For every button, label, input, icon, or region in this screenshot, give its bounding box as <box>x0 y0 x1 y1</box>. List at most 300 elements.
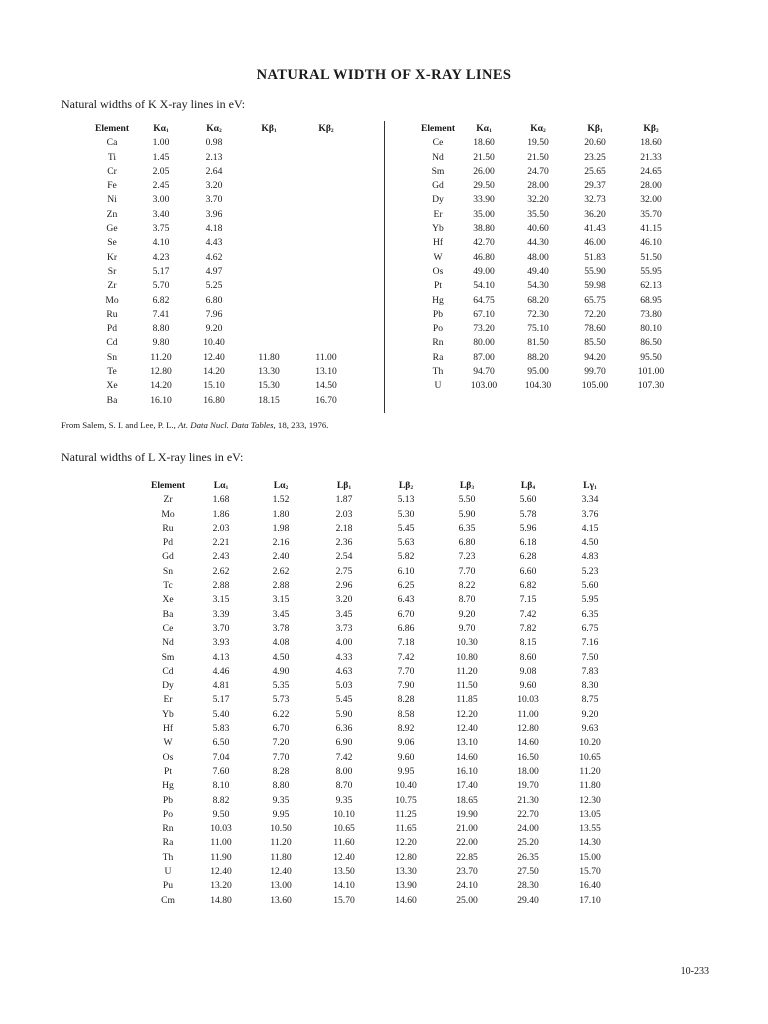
l-value-cell: 5.45 <box>397 522 415 534</box>
l-value-cell: 4.15 <box>581 522 599 534</box>
k-right-table-row <box>0 308 768 322</box>
k-right-element-cell: Hg <box>432 294 444 306</box>
l-value-cell: 2.03 <box>212 522 230 534</box>
k-right-header-row <box>0 122 768 136</box>
k-left-column-header: $K\alpha_2$ <box>206 123 222 134</box>
k-right-column-header: $K\alpha_2$ <box>530 123 546 134</box>
l-value-cell: 4.50 <box>581 537 599 549</box>
l-table-row <box>0 536 768 550</box>
k-left-column-header: $K\beta_1$ <box>261 123 277 134</box>
l-table-row <box>0 894 768 908</box>
l-value-cell: 4.90 <box>272 665 290 677</box>
l-value-cell: 10.40 <box>395 780 417 792</box>
l-table-row <box>0 636 768 650</box>
k-right-element-cell: Dy <box>432 194 444 206</box>
l-value-cell: 6.36 <box>335 723 353 735</box>
k-right-value-cell: 80.00 <box>473 337 495 349</box>
l-value-cell: 11.80 <box>579 780 601 792</box>
k-left-element-cell: Te <box>107 366 117 378</box>
l-table-row <box>0 693 768 707</box>
k-right-element-cell: Er <box>433 208 443 220</box>
l-column-header: $L\gamma_1$ <box>583 480 597 491</box>
l-table-row <box>0 550 768 564</box>
l-value-cell: 3.15 <box>272 594 290 606</box>
l-value-cell: 7.15 <box>519 594 537 606</box>
l-value-cell: 7.70 <box>397 665 415 677</box>
k-right-value-cell: 94.70 <box>473 366 495 378</box>
l-value-cell: 7.70 <box>458 565 476 577</box>
l-value-cell: 5.45 <box>335 694 353 706</box>
k-right-element-cell: Nd <box>432 151 444 163</box>
k-right-value-cell: 28.00 <box>527 180 549 192</box>
l-table-row <box>0 822 768 836</box>
k-right-value-cell: 99.70 <box>584 366 606 378</box>
l-value-cell: 4.33 <box>335 651 353 663</box>
k-right-value-cell: 80.10 <box>640 323 662 335</box>
k-left-value-cell: 15.10 <box>203 380 225 392</box>
l-value-cell: 13.60 <box>270 894 292 906</box>
k-right-table-row <box>0 351 768 365</box>
k-left-column-header: Element <box>94 123 130 134</box>
k-right-value-cell: 51.50 <box>640 251 662 263</box>
l-element-cell: W <box>163 737 173 749</box>
l-value-cell: 10.30 <box>456 637 478 649</box>
k-right-table-row <box>0 294 768 308</box>
l-value-cell: 24.00 <box>517 823 539 835</box>
k-right-value-cell: 24.70 <box>527 165 549 177</box>
l-value-cell: 24.10 <box>456 880 478 892</box>
k-right-value-cell: 40.60 <box>527 223 549 235</box>
l-value-cell: 8.70 <box>335 780 353 792</box>
l-value-cell: 25.20 <box>517 837 539 849</box>
l-value-cell: 10.03 <box>517 694 539 706</box>
l-value-cell: 11.65 <box>395 823 417 835</box>
l-value-cell: 3.78 <box>272 622 290 634</box>
k-right-value-cell: 54.10 <box>473 280 495 292</box>
k-left-value-cell: 1.45 <box>152 151 170 163</box>
l-value-cell: 2.75 <box>335 565 353 577</box>
k-right-element-cell: Os <box>432 265 444 277</box>
k-right-table-row <box>0 265 768 279</box>
k-right-element-cell: Pt <box>433 280 443 292</box>
k-left-table-row <box>0 394 384 408</box>
k-right-value-cell: 21.33 <box>640 151 662 163</box>
k-left-value-cell: 15.30 <box>258 380 280 392</box>
l-value-cell: 2.21 <box>212 537 230 549</box>
k-right-value-cell: 33.90 <box>473 194 495 206</box>
k-right-table-row <box>0 322 768 336</box>
l-value-cell: 3.93 <box>212 637 230 649</box>
k-right-element-cell: Pb <box>432 308 444 320</box>
l-element-cell: Pd <box>162 537 174 549</box>
l-value-cell: 8.80 <box>272 780 290 792</box>
k-right-element-cell: Sm <box>431 165 445 177</box>
l-value-cell: 7.42 <box>335 751 353 763</box>
l-element-cell: Xe <box>162 594 174 606</box>
l-value-cell: 11.20 <box>579 765 601 777</box>
l-value-cell: 1.98 <box>272 522 290 534</box>
l-table-row <box>0 708 768 722</box>
l-element-cell: Pt <box>163 765 173 777</box>
l-value-cell: 2.03 <box>335 508 353 520</box>
k-right-table-row <box>0 336 768 350</box>
l-value-cell: 8.00 <box>335 765 353 777</box>
l-value-cell: 6.35 <box>458 522 476 534</box>
l-value-cell: 13.05 <box>579 808 601 820</box>
l-value-cell: 10.75 <box>395 794 417 806</box>
l-value-cell: 3.73 <box>335 622 353 634</box>
l-value-cell: 6.90 <box>335 737 353 749</box>
l-table-row <box>0 765 768 779</box>
l-value-cell: 11.80 <box>270 851 292 863</box>
k-left-element-cell: Sn <box>106 351 118 363</box>
k-right-value-cell: 86.50 <box>640 337 662 349</box>
l-value-cell: 7.83 <box>581 665 599 677</box>
l-value-cell: 4.63 <box>335 665 353 677</box>
k-left-element-cell: Ba <box>106 394 118 406</box>
l-value-cell: 5.23 <box>581 565 599 577</box>
k-left-value-cell: 0.98 <box>205 137 223 149</box>
k-left-element-cell: Ru <box>106 308 118 320</box>
l-value-cell: 6.50 <box>212 737 230 749</box>
k-right-column-header: $K\alpha_1$ <box>476 123 492 134</box>
l-element-cell: Ce <box>162 622 174 634</box>
l-value-cell: 10.65 <box>579 751 601 763</box>
l-column-header: $L\beta_1$ <box>336 480 352 491</box>
l-value-cell: 22.00 <box>456 837 478 849</box>
l-value-cell: 5.60 <box>519 494 537 506</box>
k-right-value-cell: 68.20 <box>527 294 549 306</box>
k-right-element-cell: Po <box>432 323 444 335</box>
l-value-cell: 9.20 <box>581 708 599 720</box>
l-table-row <box>0 736 768 750</box>
l-value-cell: 3.39 <box>212 608 230 620</box>
k-left-value-cell: 4.97 <box>205 265 223 277</box>
l-value-cell: 6.75 <box>581 622 599 634</box>
k-right-value-cell: 68.95 <box>640 294 662 306</box>
l-element-cell: Zr <box>163 494 173 506</box>
k-right-value-cell: 73.20 <box>473 323 495 335</box>
l-value-cell: 9.95 <box>397 765 415 777</box>
l-value-cell: 5.35 <box>272 680 290 692</box>
l-value-cell: 6.28 <box>519 551 537 563</box>
l-table-row <box>0 622 768 636</box>
k-left-element-cell: Pd <box>106 323 118 335</box>
l-value-cell: 1.68 <box>212 494 230 506</box>
k-right-value-cell: 107.30 <box>637 380 665 392</box>
k-left-value-cell: 7.96 <box>205 308 223 320</box>
k-right-value-cell: 25.65 <box>584 165 606 177</box>
l-column-header: Element <box>150 480 186 491</box>
k-right-column-header: $K\beta_2$ <box>643 123 659 134</box>
l-value-cell: 5.63 <box>397 537 415 549</box>
k-right-value-cell: 48.00 <box>527 251 549 263</box>
k-left-value-cell: 13.10 <box>315 366 337 378</box>
l-value-cell: 9.35 <box>335 794 353 806</box>
l-value-cell: 8.10 <box>212 780 230 792</box>
l-value-cell: 27.50 <box>517 866 539 878</box>
l-value-cell: 3.45 <box>272 608 290 620</box>
k-right-value-cell: 32.20 <box>527 194 549 206</box>
l-value-cell: 5.17 <box>212 694 230 706</box>
l-lines-table <box>0 479 768 908</box>
k-left-value-cell: 4.43 <box>205 237 223 249</box>
l-value-cell: 11.20 <box>456 665 478 677</box>
l-element-cell: Mo <box>161 508 175 520</box>
k-left-value-cell: 5.25 <box>205 280 223 292</box>
l-value-cell: 4.83 <box>581 551 599 563</box>
l-value-cell: 2.16 <box>272 537 290 549</box>
k-table-caption: Natural widths of K X-ray lines in eV: <box>61 97 246 111</box>
l-value-cell: 13.50 <box>333 866 355 878</box>
k-left-value-cell: 2.05 <box>152 165 170 177</box>
k-left-value-cell: 10.40 <box>203 337 225 349</box>
l-column-header: $L\alpha_2$ <box>273 480 289 491</box>
k-right-table-row <box>0 251 768 265</box>
k-right-table-row <box>0 208 768 222</box>
k-right-element-cell: Hf <box>432 237 444 249</box>
l-value-cell: 6.35 <box>581 608 599 620</box>
l-element-cell: Cm <box>161 894 175 906</box>
k-left-element-cell: Ca <box>106 137 118 149</box>
l-value-cell: 3.45 <box>335 608 353 620</box>
l-table-row <box>0 665 768 679</box>
l-table-row <box>0 751 768 765</box>
l-value-cell: 6.60 <box>519 565 537 577</box>
l-element-cell: Hf <box>162 723 174 735</box>
l-element-cell: Ba <box>162 608 174 620</box>
k-right-value-cell: 85.50 <box>584 337 606 349</box>
l-value-cell: 11.60 <box>333 837 355 849</box>
k-right-value-cell: 101.00 <box>637 366 665 378</box>
l-table-row <box>0 593 768 607</box>
l-value-cell: 8.75 <box>581 694 599 706</box>
l-value-cell: 4.46 <box>212 665 230 677</box>
l-value-cell: 8.30 <box>581 680 599 692</box>
l-value-cell: 11.50 <box>456 680 478 692</box>
l-value-cell: 12.80 <box>395 851 417 863</box>
l-table-row <box>0 651 768 665</box>
k-right-value-cell: 24.65 <box>640 165 662 177</box>
k-left-value-cell: 4.18 <box>205 223 223 235</box>
l-value-cell: 6.80 <box>458 537 476 549</box>
l-value-cell: 10.10 <box>333 808 355 820</box>
l-value-cell: 15.70 <box>333 894 355 906</box>
l-value-cell: 13.00 <box>270 880 292 892</box>
l-value-cell: 2.96 <box>335 580 353 592</box>
l-value-cell: 10.65 <box>333 823 355 835</box>
l-value-cell: 3.34 <box>581 494 599 506</box>
k-left-value-cell: 14.50 <box>315 380 337 392</box>
k-right-value-cell: 54.30 <box>527 280 549 292</box>
k-left-value-cell: 3.75 <box>152 223 170 235</box>
k-right-value-cell: 55.95 <box>640 265 662 277</box>
k-left-value-cell: 2.13 <box>205 151 223 163</box>
k-right-value-cell: 35.70 <box>640 208 662 220</box>
k-left-value-cell: 16.10 <box>150 394 172 406</box>
l-value-cell: 9.50 <box>212 808 230 820</box>
k-right-value-cell: 72.20 <box>584 308 606 320</box>
l-value-cell: 10.03 <box>210 823 232 835</box>
l-value-cell: 11.90 <box>210 851 232 863</box>
k-left-value-cell: 3.70 <box>205 194 223 206</box>
k-right-value-cell: 23.25 <box>584 151 606 163</box>
l-value-cell: 22.85 <box>456 851 478 863</box>
citation-volume: 18, 233, 1976. <box>275 420 329 430</box>
k-left-value-cell: 5.70 <box>152 280 170 292</box>
l-element-cell: Pu <box>162 880 174 892</box>
l-value-cell: 7.16 <box>581 637 599 649</box>
l-value-cell: 5.83 <box>212 723 230 735</box>
k-right-value-cell: 38.80 <box>473 223 495 235</box>
l-value-cell: 6.22 <box>272 708 290 720</box>
k-right-value-cell: 81.50 <box>527 337 549 349</box>
l-value-cell: 6.82 <box>519 580 537 592</box>
k-right-value-cell: 35.50 <box>527 208 549 220</box>
l-value-cell: 25.00 <box>456 894 478 906</box>
k-right-value-cell: 105.00 <box>581 380 609 392</box>
l-value-cell: 9.63 <box>581 723 599 735</box>
k-left-value-cell: 12.80 <box>150 366 172 378</box>
k-left-value-cell: 11.00 <box>315 351 337 363</box>
l-value-cell: 12.40 <box>270 866 292 878</box>
l-table-row <box>0 779 768 793</box>
l-value-cell: 10.80 <box>456 651 478 663</box>
l-value-cell: 3.76 <box>581 508 599 520</box>
l-value-cell: 6.25 <box>397 580 415 592</box>
k-left-element-cell: Fe <box>107 180 117 192</box>
l-element-cell: Dy <box>162 680 174 692</box>
l-table-row <box>0 794 768 808</box>
k-left-value-cell: 2.45 <box>152 180 170 192</box>
l-value-cell: 1.87 <box>335 494 353 506</box>
l-value-cell: 8.15 <box>519 637 537 649</box>
l-table-row <box>0 493 768 507</box>
k-left-value-cell: 12.40 <box>203 351 225 363</box>
k-right-value-cell: 35.00 <box>473 208 495 220</box>
l-value-cell: 18.00 <box>517 765 539 777</box>
l-value-cell: 29.40 <box>517 894 539 906</box>
l-value-cell: 5.73 <box>272 694 290 706</box>
k-right-value-cell: 94.20 <box>584 351 606 363</box>
l-value-cell: 2.88 <box>272 580 290 592</box>
l-element-cell: U <box>164 866 172 878</box>
k-right-value-cell: 46.00 <box>584 237 606 249</box>
k-right-value-cell: 51.83 <box>584 251 606 263</box>
l-value-cell: 7.90 <box>397 680 415 692</box>
l-column-header: $L\beta_3$ <box>459 480 475 491</box>
k-right-value-cell: 41.43 <box>584 223 606 235</box>
l-value-cell: 8.70 <box>458 594 476 606</box>
l-value-cell: 8.22 <box>458 580 476 592</box>
l-value-cell: 18.65 <box>456 794 478 806</box>
l-value-cell: 5.82 <box>397 551 415 563</box>
k-left-value-cell: 6.80 <box>205 294 223 306</box>
k-right-value-cell: 36.20 <box>584 208 606 220</box>
l-value-cell: 9.35 <box>272 794 290 806</box>
l-table-row <box>0 836 768 850</box>
k-right-value-cell: 95.50 <box>640 351 662 363</box>
l-value-cell: 7.42 <box>519 608 537 620</box>
l-value-cell: 5.30 <box>397 508 415 520</box>
l-element-cell: Sn <box>162 565 174 577</box>
k-left-value-cell: 9.80 <box>152 337 170 349</box>
l-value-cell: 4.13 <box>212 651 230 663</box>
l-value-cell: 11.00 <box>210 837 232 849</box>
l-element-cell: Tc <box>163 580 173 592</box>
l-value-cell: 12.20 <box>395 837 417 849</box>
l-element-cell: Po <box>162 808 174 820</box>
k-left-value-cell: 16.70 <box>315 394 337 406</box>
l-value-cell: 5.13 <box>397 494 415 506</box>
k-right-value-cell: 55.90 <box>584 265 606 277</box>
k-right-table-row <box>0 136 768 150</box>
k-right-value-cell: 41.15 <box>640 223 662 235</box>
l-value-cell: 5.50 <box>458 494 476 506</box>
l-value-cell: 8.60 <box>519 651 537 663</box>
l-table-row <box>0 565 768 579</box>
k-right-value-cell: 72.30 <box>527 308 549 320</box>
k-right-value-cell: 29.50 <box>473 180 495 192</box>
k-right-column-header: Element <box>420 123 456 134</box>
k-left-value-cell: 11.80 <box>258 351 280 363</box>
l-table-row <box>0 608 768 622</box>
l-value-cell: 17.10 <box>579 894 601 906</box>
l-value-cell: 13.30 <box>395 866 417 878</box>
l-value-cell: 9.70 <box>458 622 476 634</box>
l-value-cell: 21.30 <box>517 794 539 806</box>
k-left-element-cell: Kr <box>106 251 118 263</box>
k-left-element-cell: Ni <box>107 194 117 206</box>
l-value-cell: 5.90 <box>335 708 353 720</box>
l-table-row <box>0 865 768 879</box>
l-value-cell: 5.90 <box>458 508 476 520</box>
l-value-cell: 6.43 <box>397 594 415 606</box>
l-value-cell: 2.54 <box>335 551 353 563</box>
page-number: 10-233 <box>680 966 709 977</box>
k-left-value-cell: 6.82 <box>152 294 170 306</box>
l-table-caption: Natural widths of L X-ray lines in eV: <box>61 450 244 464</box>
k-left-column-header: $K\alpha_1$ <box>153 123 169 134</box>
k-left-value-cell: 2.64 <box>205 165 223 177</box>
k-right-element-cell: Ce <box>432 137 444 149</box>
l-value-cell: 7.60 <box>212 765 230 777</box>
l-value-cell: 7.04 <box>212 751 230 763</box>
l-value-cell: 11.00 <box>517 708 539 720</box>
l-value-cell: 6.86 <box>397 622 415 634</box>
l-value-cell: 21.00 <box>456 823 478 835</box>
k-right-value-cell: 78.60 <box>584 323 606 335</box>
k-right-element-cell: Yb <box>432 223 444 235</box>
l-table-row <box>0 808 768 822</box>
k-left-element-cell: Sr <box>107 265 117 277</box>
l-value-cell: 8.58 <box>397 708 415 720</box>
l-value-cell: 7.23 <box>458 551 476 563</box>
l-value-cell: 16.50 <box>517 751 539 763</box>
l-value-cell: 10.20 <box>579 737 601 749</box>
k-right-value-cell: 88.20 <box>527 351 549 363</box>
l-value-cell: 15.00 <box>579 851 601 863</box>
l-value-cell: 12.30 <box>579 794 601 806</box>
l-value-cell: 16.10 <box>456 765 478 777</box>
l-element-cell: Os <box>162 751 174 763</box>
l-table-row <box>0 879 768 893</box>
l-value-cell: 2.62 <box>272 565 290 577</box>
k-right-table-row <box>0 379 768 393</box>
l-value-cell: 8.28 <box>397 694 415 706</box>
k-left-column-header: $K\beta_2$ <box>318 123 334 134</box>
l-value-cell: 9.08 <box>519 665 537 677</box>
